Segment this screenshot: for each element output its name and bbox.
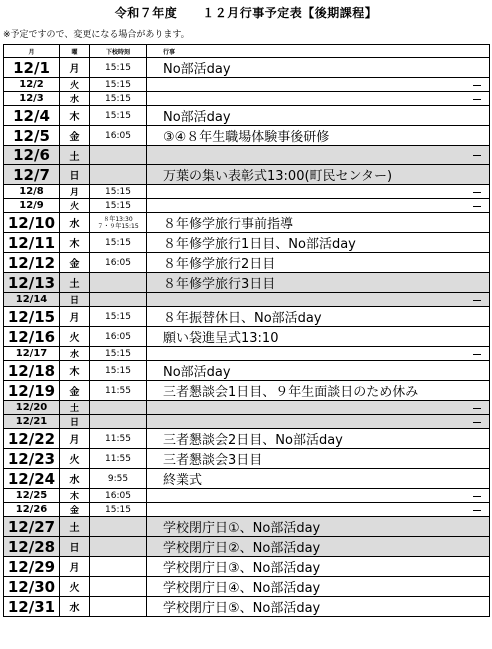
cell-dismissal-time [90,577,147,597]
cell-event [147,213,490,233]
cell-date: 12/25 [4,489,60,503]
cell-day: 木 [60,361,90,381]
cell-day: 日 [60,293,90,307]
event-text: ８年修学旅行1日目、No部活day [163,237,356,253]
cell-event [147,307,490,327]
cell-event [147,185,490,199]
header-date: 月 [4,45,60,58]
cell-date: 12/16 [4,327,60,347]
table-row [4,347,490,361]
table-row [4,469,490,489]
page-title: 令和７年度 １２月行事予定表【後期課程】 [114,6,378,20]
cell-date: 12/1 [4,58,60,78]
cell-dismissal-time: 9:55 [90,469,147,489]
cell-dismissal-time: 15:15 [90,78,147,92]
cell-event [147,597,490,617]
cell-date: 12/6 [4,146,60,165]
dash-mark [473,510,481,511]
table-row [4,185,490,199]
cell-date: 12/27 [4,517,60,537]
cell-date: 12/24 [4,469,60,489]
cell-dismissal-time [90,415,147,429]
cell-day: 月 [60,557,90,577]
cell-dismissal-time [90,213,147,233]
cell-day: 月 [60,58,90,78]
cell-dismissal-time: 15:15 [90,185,147,199]
event-text: No部活day [163,62,231,77]
event-text: 万葉の集い表彰式13:00(町民センター) [163,169,393,185]
event-text: No部活day [163,110,231,125]
cell-day: 水 [60,597,90,617]
dismissal-time-line: ７・９年15:15 [97,222,139,230]
cell-event [147,429,490,449]
table-row [4,517,490,537]
header-day: 曜 [60,45,90,58]
cell-dismissal-time: 15:15 [90,58,147,78]
cell-event [147,165,490,185]
cell-event [147,517,490,537]
cell-dismissal-time: 15:15 [90,92,147,106]
cell-date: 12/2 [4,78,60,92]
cell-dismissal-time: 15:15 [90,361,147,381]
cell-day: 火 [60,577,90,597]
cell-day: 水 [60,469,90,489]
cell-date: 12/10 [4,213,60,233]
cell-date: 12/20 [4,401,60,415]
cell-day: 木 [60,106,90,126]
cell-dismissal-time: 15:15 [90,199,147,213]
table-row [4,253,490,273]
cell-date: 12/13 [4,273,60,293]
table-row [4,503,490,517]
cell-dismissal-time: 15:15 [90,106,147,126]
table-row [4,597,490,617]
table-row [4,106,490,126]
event-text: 三者懇談会3日目 [163,453,263,469]
cell-day: 月 [60,307,90,327]
table-row [4,557,490,577]
table-row [4,537,490,557]
cell-event [147,146,490,165]
cell-date: 12/8 [4,185,60,199]
cell-day: 火 [60,449,90,469]
cell-event [147,415,490,429]
cell-event [147,401,490,415]
cell-day: 火 [60,78,90,92]
cell-date: 12/5 [4,126,60,146]
event-text: ８年振替休日、No部活day [163,311,322,327]
cell-day: 金 [60,503,90,517]
cell-day: 木 [60,489,90,503]
event-text: ８年修学旅行2日目 [163,257,276,273]
cell-dismissal-time: 16:05 [90,126,147,146]
event-text: No部活day [163,365,231,381]
table-row [4,361,490,381]
cell-dismissal-time [90,165,147,185]
cell-dismissal-time: 15:15 [90,503,147,517]
cell-day: 日 [60,537,90,557]
cell-event [147,537,490,557]
cell-event [147,503,490,517]
dash-mark [473,300,481,301]
cell-dismissal-time: 15:15 [90,233,147,253]
dash-mark [473,155,481,156]
header-event: 行事 [147,45,490,58]
dash-mark [473,85,481,86]
event-text: ８年修学旅行事前指導 [163,217,294,233]
cell-event [147,381,490,401]
cell-date: 12/18 [4,361,60,381]
cell-date: 12/26 [4,503,60,517]
cell-date: 12/31 [4,597,60,617]
cell-event [147,557,490,577]
event-text: 三者懇談会2日目、No部活day [163,433,343,449]
cell-day: 土 [60,273,90,293]
cell-day: 水 [60,347,90,361]
cell-date: 12/28 [4,537,60,557]
cell-dismissal-time [90,517,147,537]
cell-event [147,126,490,146]
cell-date: 12/14 [4,293,60,307]
cell-date: 12/29 [4,557,60,577]
cell-event [147,106,490,126]
cell-event [147,199,490,213]
event-text: 学校閉庁日⑤、No部活day [163,601,321,617]
event-text: 学校閉庁日①、No部活day [163,521,321,537]
header-row [4,45,490,58]
event-text: ③④８年生職場体験事後研修 [163,130,330,145]
cell-dismissal-time [90,401,147,415]
table-row [4,401,490,415]
cell-date: 12/11 [4,233,60,253]
cell-dismissal-time [90,273,147,293]
cell-event [147,233,490,253]
table-row [4,415,490,429]
event-text: 学校閉庁日④、No部活day [163,581,321,597]
cell-dismissal-time: 15:15 [90,347,147,361]
cell-date: 12/15 [4,307,60,327]
cell-dismissal-time [90,293,147,307]
cell-dismissal-time: 16:05 [90,489,147,503]
dash-mark [473,496,481,497]
table-row [4,92,490,106]
dash-mark [473,354,481,355]
cell-dismissal-time [90,557,147,577]
cell-day: 火 [60,199,90,213]
event-text: 学校閉庁日③、No部活day [163,561,321,577]
event-text: 三者懇談会1日目、９年生面談日のため休み [163,385,419,401]
cell-day: 土 [60,517,90,537]
cell-event [147,449,490,469]
cell-day: 金 [60,381,90,401]
cell-day: 土 [60,401,90,415]
event-text: 終業式 [163,473,203,489]
cell-day: 月 [60,429,90,449]
table-row [4,58,490,78]
cell-date: 12/9 [4,199,60,213]
table-row [4,146,490,165]
dash-mark [473,99,481,100]
table-row [4,199,490,213]
header-time: 下校時刻 [90,45,147,58]
event-text: 学校閉庁日②、No部活day [163,541,321,557]
table-row [4,489,490,503]
cell-event [147,361,490,381]
dash-mark [473,192,481,193]
table-row [4,429,490,449]
cell-day: 水 [60,92,90,106]
dash-mark [473,422,481,423]
cell-day: 火 [60,327,90,347]
cell-event [147,327,490,347]
cell-day: 金 [60,126,90,146]
dismissal-time-line: ８年13:30 [103,215,133,223]
table-row [4,577,490,597]
table-row [4,126,490,146]
schedule-table [3,44,490,617]
cell-event [147,92,490,106]
cell-event [147,489,490,503]
cell-event [147,469,490,489]
cell-dismissal-time: 16:05 [90,327,147,347]
cell-event [147,577,490,597]
cell-event [147,347,490,361]
cell-event [147,273,490,293]
disclaimer-note: ※予定ですので、変更になる場合があります。 [3,30,190,40]
cell-date: 12/7 [4,165,60,185]
cell-dismissal-time: 11:55 [90,381,147,401]
cell-dismissal-time: 11:55 [90,429,147,449]
cell-dismissal-time [90,146,147,165]
cell-date: 12/21 [4,415,60,429]
cell-day: 水 [60,213,90,233]
event-text: 願い袋進呈式13:10 [163,331,279,347]
cell-day: 土 [60,146,90,165]
cell-event [147,58,490,78]
cell-date: 12/23 [4,449,60,469]
table-row [4,327,490,347]
cell-day: 日 [60,415,90,429]
cell-dismissal-time [90,537,147,557]
cell-day: 日 [60,165,90,185]
cell-event [147,78,490,92]
cell-date: 12/3 [4,92,60,106]
event-text: ８年修学旅行3日目 [163,277,276,293]
table-row [4,78,490,92]
dash-mark [473,408,481,409]
cell-day: 木 [60,233,90,253]
cell-event [147,293,490,307]
table-row [4,449,490,469]
cell-date: 12/19 [4,381,60,401]
table-row [4,233,490,253]
cell-dismissal-time: 11:55 [90,449,147,469]
cell-event [147,253,490,273]
table-row [4,381,490,401]
cell-day: 月 [60,185,90,199]
table-row [4,293,490,307]
cell-date: 12/4 [4,106,60,126]
cell-date: 12/30 [4,577,60,597]
cell-day: 金 [60,253,90,273]
cell-dismissal-time: 16:05 [90,253,147,273]
table-row [4,213,490,233]
cell-date: 12/12 [4,253,60,273]
dash-mark [473,206,481,207]
cell-dismissal-time [90,597,147,617]
cell-date: 12/17 [4,347,60,361]
cell-date: 12/22 [4,429,60,449]
table-row [4,307,490,327]
table-row [4,273,490,293]
cell-dismissal-time: 15:15 [90,307,147,327]
table-row [4,165,490,185]
